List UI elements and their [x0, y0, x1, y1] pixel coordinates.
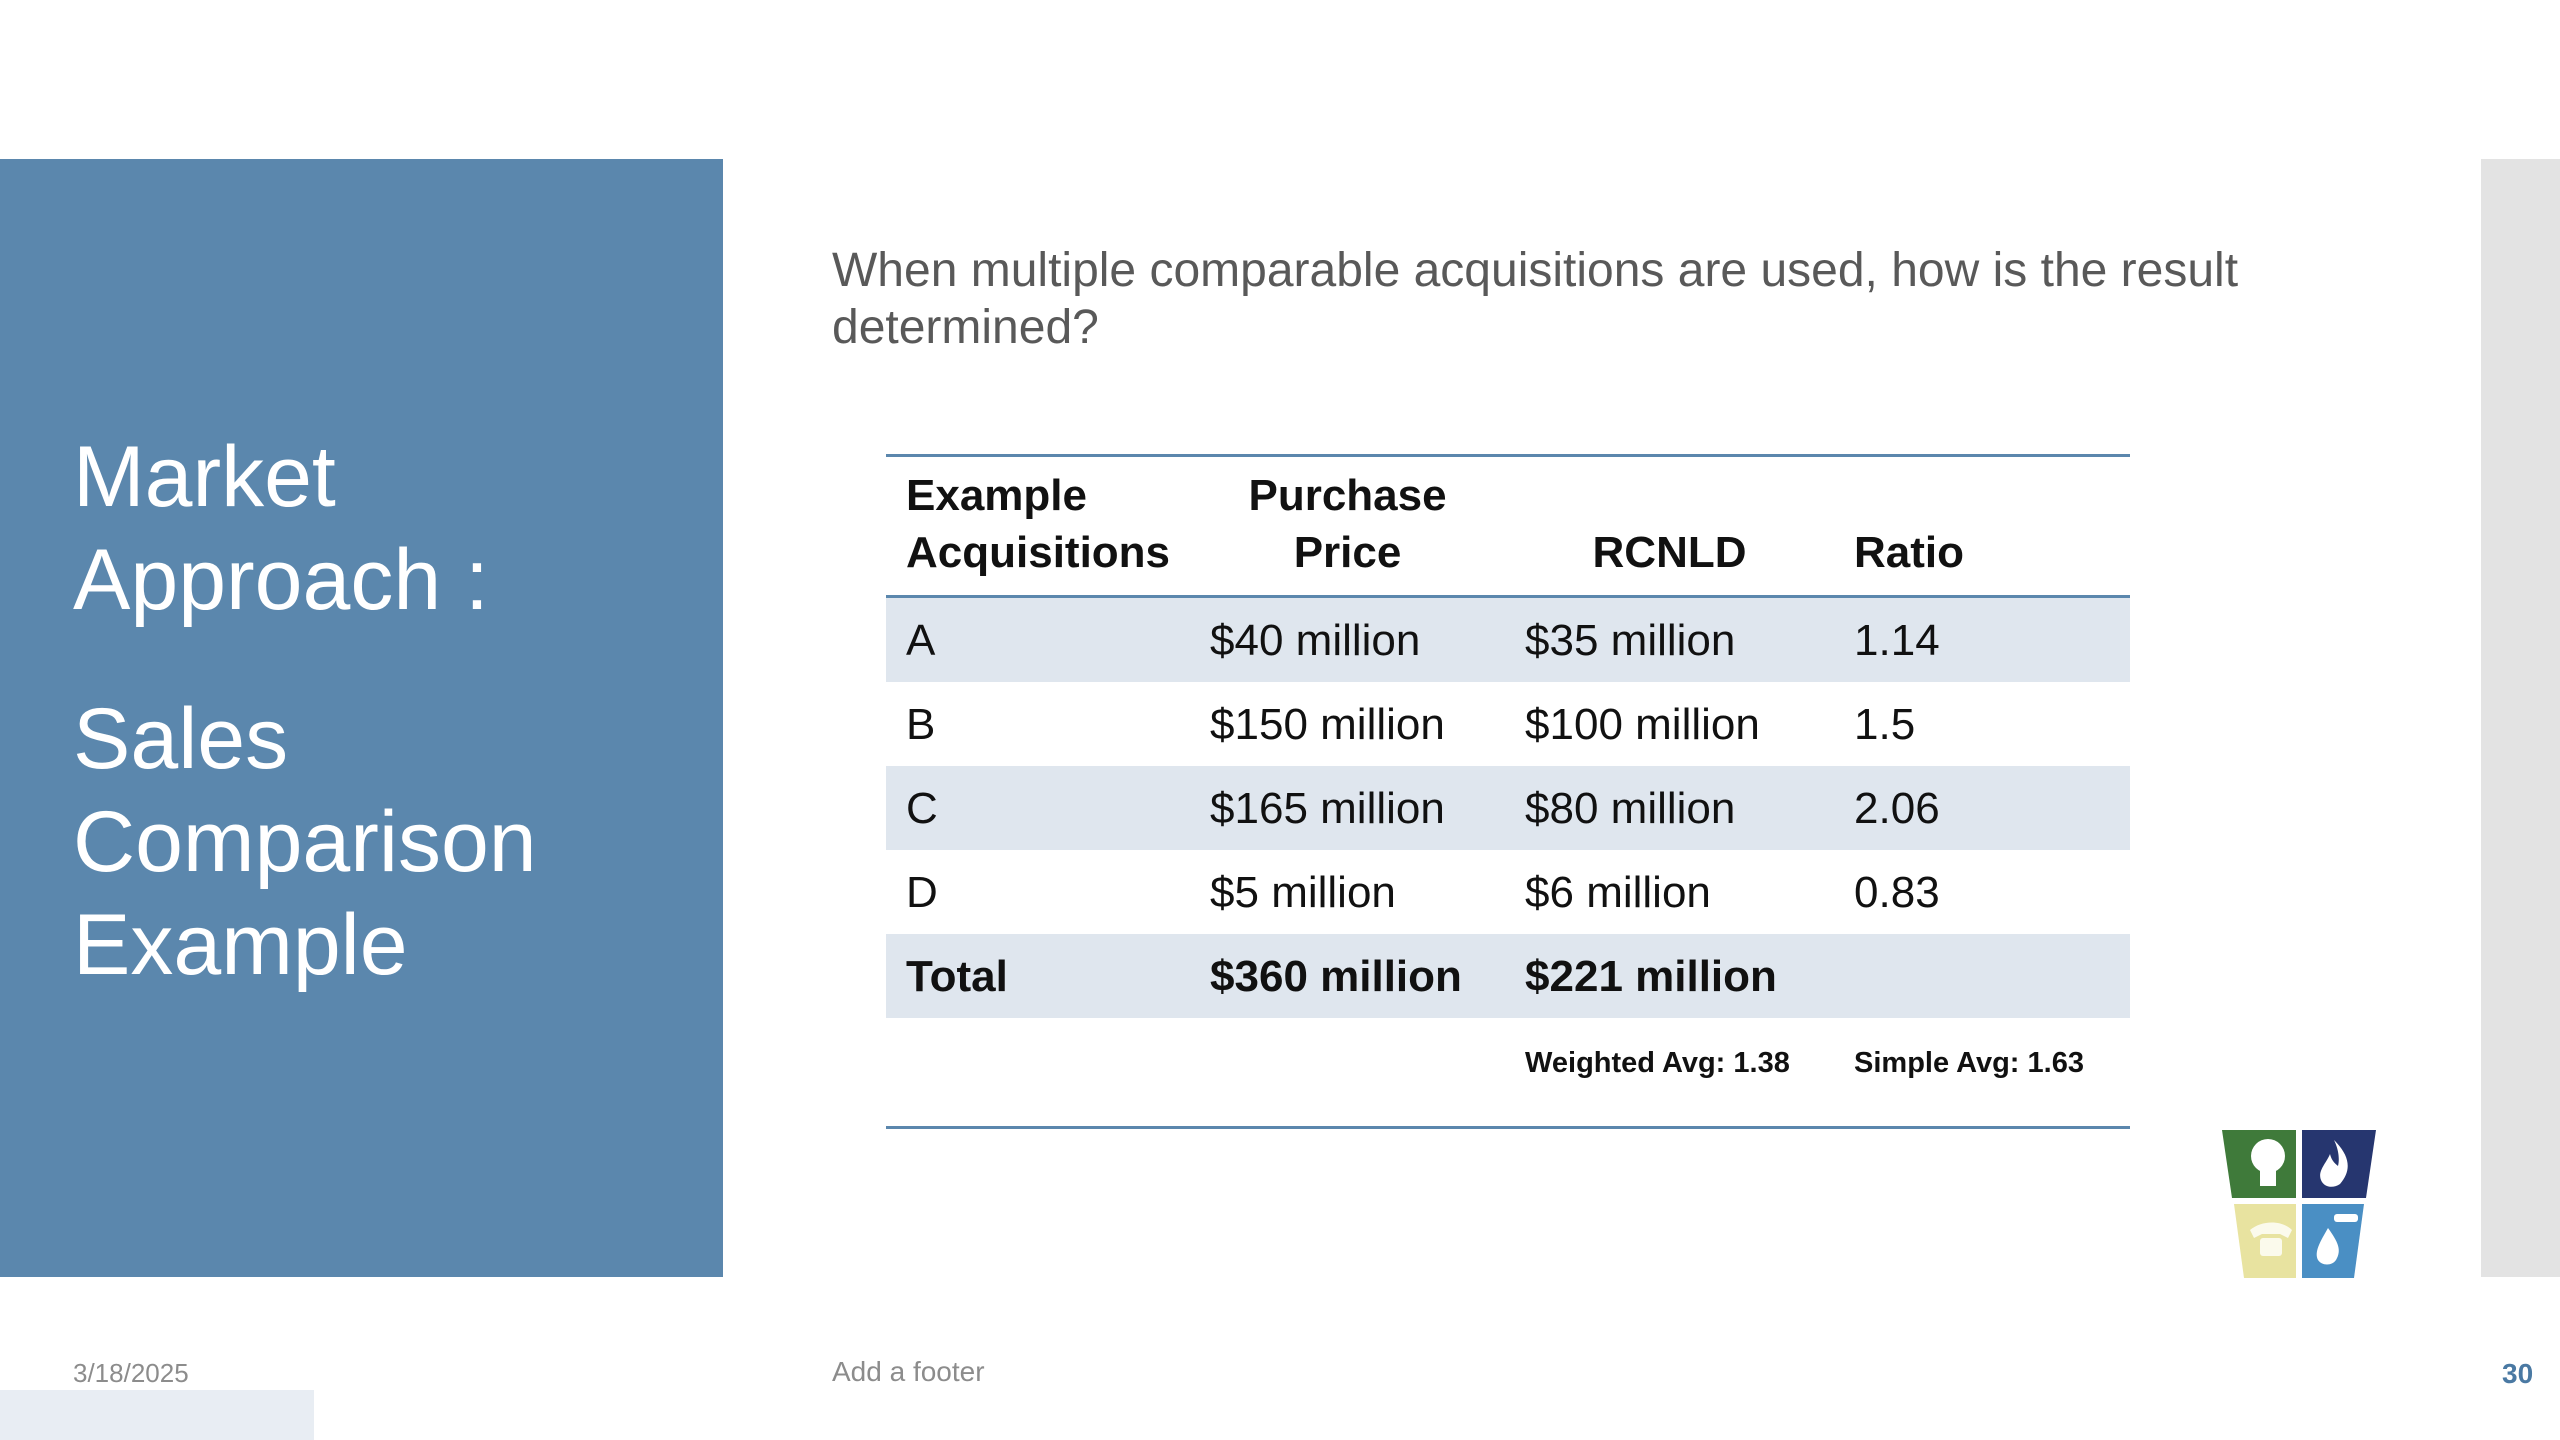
acquisitions-table	[886, 454, 2130, 1129]
row-name: C	[886, 766, 1190, 850]
row-rcnld: $100 million	[1525, 700, 1760, 749]
weighted-average: Weighted Avg: 1.38	[1525, 1047, 1790, 1079]
title-line-2: Approach :	[73, 532, 489, 628]
right-edge-strip	[2481, 159, 2560, 1277]
row-price: $40 million	[1190, 597, 1505, 683]
averages-row	[886, 1018, 2130, 1126]
total-label: Total	[886, 934, 1190, 1018]
table-row	[886, 850, 2130, 934]
slide-title	[73, 426, 693, 997]
row-ratio: 2.06	[1834, 766, 2130, 850]
header-rcnld: RCNLD	[1592, 528, 1747, 577]
row-rcnld: $35 million	[1505, 597, 1834, 683]
table-row	[886, 597, 2130, 683]
subtitle-line-2: Comparison	[73, 794, 537, 890]
row-rcnld: $6 million	[1525, 868, 1711, 917]
subtitle-line-1: Sales	[73, 691, 289, 787]
row-ratio: 1.5	[1854, 700, 1916, 749]
footer-date: 3/18/2025	[73, 1358, 189, 1388]
header-purchase-price: Purchase Price	[1248, 471, 1447, 577]
row-price: $5 million	[1210, 868, 1396, 917]
row-rcnld: $80 million	[1505, 766, 1834, 850]
table-row	[886, 682, 2130, 766]
row-price: $150 million	[1210, 700, 1445, 749]
table-header-row	[886, 457, 2130, 597]
table-bottom-rule	[886, 1126, 2130, 1129]
total-rcnld: $221 million	[1505, 934, 1834, 1018]
total-row	[886, 934, 2130, 1018]
table-row	[886, 766, 2130, 850]
utility-logo	[2222, 1130, 2376, 1278]
header-example-acquisitions: Example Acquisitions	[906, 471, 1171, 577]
footer-text[interactable]: Add a footer	[832, 1356, 985, 1387]
footer-placeholder-box	[0, 1390, 314, 1440]
row-ratio: 0.83	[1854, 868, 1940, 917]
total-price: $360 million	[1190, 934, 1505, 1018]
title-line-1: Market	[73, 429, 336, 525]
row-name: D	[906, 868, 938, 917]
row-price: $165 million	[1190, 766, 1505, 850]
simple-average: Simple Avg: 1.63	[1854, 1047, 2084, 1079]
question-text: When multiple comparable acquisitions are used, how is the result determined?	[832, 244, 2239, 354]
page-number: 30	[2502, 1358, 2534, 1389]
row-name: B	[906, 700, 936, 749]
row-ratio: 1.14	[1834, 597, 2130, 683]
total-ratio-empty	[1834, 934, 2130, 1018]
subtitle-line-3: Example	[73, 897, 408, 993]
header-ratio: Ratio	[1854, 528, 1965, 577]
row-name: A	[886, 597, 1190, 683]
